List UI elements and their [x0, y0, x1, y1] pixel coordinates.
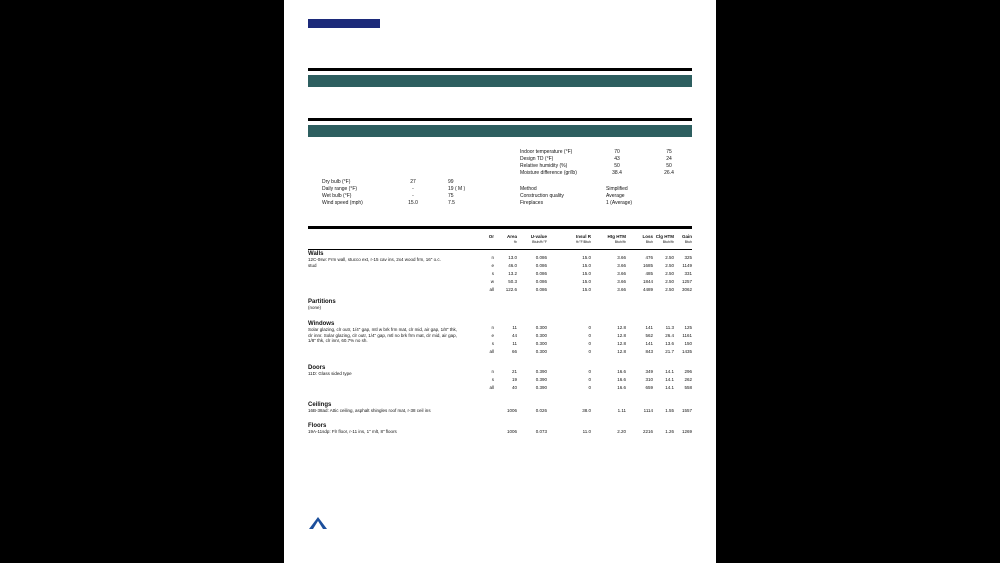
table-cell: s	[491, 341, 494, 346]
infiltration-row-label: Fireplaces	[520, 200, 544, 206]
table-cell: 11	[512, 341, 517, 346]
outdoor-cooling-value: 99	[448, 179, 454, 185]
table-cell: 1844	[642, 279, 653, 284]
table-cell: 11.3	[665, 325, 674, 330]
table-cell: 0	[588, 369, 591, 374]
table-cell: 0.086	[535, 279, 547, 284]
table-cell: 122.6	[505, 287, 517, 292]
table-header-rule	[308, 249, 692, 250]
indoor-cooling-value: 24	[666, 156, 672, 162]
construction-group-title: Ceilings	[308, 402, 332, 408]
table-cell: 3.66	[617, 287, 626, 292]
outdoor-heating-value: 15.0	[408, 200, 418, 206]
column-header: Gain	[681, 234, 692, 239]
table-cell: 1149	[682, 263, 692, 268]
table-cell: 2.50	[665, 279, 674, 284]
table-cell: 141	[645, 325, 653, 330]
table-cell: 1161	[682, 333, 692, 338]
table-cell: 296	[684, 369, 692, 374]
table-cell: 1114	[643, 408, 653, 413]
table-cell: 14.1	[665, 377, 674, 382]
table-cell: 44	[511, 333, 517, 338]
table-cell: 1257	[681, 279, 692, 284]
column-header: Loss	[642, 234, 653, 239]
construction-description: Solar glazing, clr outr, 1/4" gap, mtl w brk frm mat, clr mid, air gap, 1/8" thk,	[308, 327, 457, 332]
table-cell: 3.66	[617, 263, 626, 268]
table-cell: 15.0	[582, 263, 591, 268]
table-cell: 16.6	[617, 369, 626, 374]
table-cell: s	[491, 271, 494, 276]
table-cell: 310	[645, 377, 653, 382]
infiltration-row-label: Method	[520, 186, 537, 192]
table-cell: 2.50	[665, 287, 674, 292]
table-cell: 15.0	[582, 287, 591, 292]
indoor-row-label: Relative humidity (%)	[520, 163, 568, 169]
column-unit: Btuh/ft²	[614, 240, 626, 244]
table-cell: 349	[645, 369, 653, 374]
construction-description: stud	[308, 262, 317, 268]
table-cell: 4489	[642, 287, 653, 292]
outdoor-row-label: Wet bulb (°F)	[322, 193, 352, 199]
table-cell: 3.66	[617, 279, 626, 284]
indoor-cooling-value: 26.4	[664, 170, 674, 176]
table-cell: 21.7	[665, 349, 674, 354]
table-cell: 13.2	[508, 271, 517, 276]
table-cell: 558	[684, 385, 692, 390]
table-cell: 26.4	[665, 333, 674, 338]
table-cell: 38.0	[582, 408, 591, 413]
infiltration-row-value: Average	[606, 193, 625, 199]
table-cell: 0.390	[535, 385, 547, 390]
design-conditions-band	[308, 125, 692, 137]
outdoor-cooling-value: 7.5	[448, 200, 455, 206]
column-unit: ft²	[513, 240, 517, 244]
construction-group-title: Floors	[308, 423, 327, 429]
table-cell: 476	[645, 255, 653, 260]
table-cell: 1006	[506, 429, 517, 434]
column-header: Clg HTM	[655, 234, 674, 239]
table-cell: 3.66	[617, 255, 626, 260]
column-header: Or	[488, 234, 494, 239]
table-cell: 0.390	[535, 377, 547, 382]
table-cell: 15.0	[582, 255, 591, 260]
construction-description: 16B-38ad: Attic ceiling, asphalt shingles roof mat, r-38 ceil ins	[308, 408, 431, 413]
table-cell: all	[489, 385, 494, 390]
column-header: Insul R	[575, 234, 591, 239]
table-cell: n	[491, 255, 494, 260]
table-cell: 12.8	[617, 333, 626, 338]
table-cell: 46.0	[508, 263, 517, 268]
table-cell: 150	[684, 341, 692, 346]
table-cell: e	[491, 333, 494, 338]
table-cell: 15.0	[582, 279, 591, 284]
outdoor-heating-value: -	[412, 186, 414, 192]
construction-group-title: Doors	[308, 365, 326, 371]
construction-description: (none)	[308, 305, 322, 310]
table-cell: 2.50	[665, 255, 674, 260]
project-info-band	[308, 75, 692, 87]
construction-group-title: Windows	[308, 321, 335, 327]
table-cell: 3062	[681, 287, 692, 292]
table-cell: n	[491, 325, 494, 330]
construction-description: 12C-0sw: Frm wall, stucco ext, r-15 cav ins, 2x4 wood frm, 16" o.c.	[308, 257, 441, 262]
table-cell: 19	[511, 377, 517, 382]
outdoor-cooling-value: 75	[448, 193, 454, 199]
indoor-row-label: Design TD (°F)	[520, 156, 554, 162]
table-cell: s	[491, 377, 494, 382]
table-cell: 1557	[681, 408, 692, 413]
table-cell: 2.20	[617, 429, 626, 434]
construction-description: 1/8" thk, clr innr, 60.7% no sh.	[308, 338, 368, 343]
construction-description: 19A-11sdp: Flr floor, r-11 ins, 1" mlt, 8" floors	[308, 429, 397, 434]
table-cell: n	[491, 369, 494, 374]
table-cell: 66	[511, 349, 517, 354]
table-cell: 262	[684, 377, 692, 382]
divider	[308, 118, 692, 121]
indoor-cooling-value: 75	[666, 149, 672, 155]
indoor-cooling-value: 50	[666, 163, 672, 169]
infiltration-row-label: Construction quality	[520, 193, 564, 199]
table-cell: 14.1	[665, 385, 674, 390]
table-cell: 0.086	[535, 255, 547, 260]
outdoor-heating-value: -	[412, 193, 414, 199]
indoor-heating-value: 70	[614, 149, 620, 155]
column-header: Area	[506, 234, 517, 239]
divider	[308, 226, 692, 229]
table-cell: 11	[512, 325, 517, 330]
column-header: Htg HTM	[607, 234, 626, 239]
table-cell: 1006	[506, 408, 517, 413]
outdoor-row-label: Wind speed (mph)	[322, 200, 363, 206]
table-cell: 843	[645, 349, 653, 354]
table-cell: 2.50	[665, 263, 674, 268]
table-cell: 0.086	[535, 287, 547, 292]
table-cell: 125	[684, 325, 692, 330]
table-cell: e	[491, 263, 494, 268]
table-cell: 1435	[681, 349, 692, 354]
table-cell: 0.300	[535, 333, 547, 338]
table-cell: 0.300	[535, 325, 547, 330]
indoor-row-label: Moisture difference (gr/lb)	[520, 170, 577, 176]
acca-logo	[308, 516, 328, 530]
indoor-heating-value: 50	[614, 163, 620, 169]
outdoor-row-label: Dry bulb (°F)	[322, 179, 351, 185]
company-badge	[308, 19, 380, 28]
construction-group-title: Walls	[308, 251, 324, 257]
table-cell: 13.0	[508, 255, 517, 260]
table-cell: 0	[588, 349, 591, 354]
infiltration-row-value: Simplified	[606, 186, 628, 192]
table-cell: 325	[684, 255, 692, 260]
construction-description: 11D: Glass sided type	[308, 371, 352, 376]
infiltration-row-value: 1 (Average)	[606, 200, 633, 206]
table-cell: 1269	[681, 429, 692, 434]
table-cell: 16.6	[617, 377, 626, 382]
table-cell: 0	[588, 333, 591, 338]
column-unit: Btuh	[684, 240, 692, 244]
column-header: U-value	[530, 234, 547, 239]
table-cell: 1.55	[665, 408, 674, 413]
table-cell: 13.6	[665, 341, 674, 346]
table-cell: 0	[588, 325, 591, 330]
divider	[308, 68, 692, 71]
table-cell: 0	[588, 385, 591, 390]
table-cell: 12.8	[617, 341, 626, 346]
construction-group-title: Partitions	[308, 299, 336, 305]
table-cell: 1.26	[665, 429, 674, 434]
table-cell: 0	[588, 341, 591, 346]
report-page	[284, 0, 716, 563]
table-cell: 16.6	[617, 385, 626, 390]
table-cell: 0.086	[535, 263, 547, 268]
table-cell: 331	[684, 271, 692, 276]
table-cell: 50.3	[508, 279, 517, 284]
table-cell: 659	[645, 385, 653, 390]
table-cell: all	[489, 349, 494, 354]
table-cell: 15.0	[582, 271, 591, 276]
table-cell: w	[490, 279, 494, 284]
table-cell: 2.50	[665, 271, 674, 276]
column-unit: Btuh	[645, 240, 653, 244]
date-line	[610, 25, 626, 31]
table-cell: 3.66	[617, 271, 626, 276]
job-line	[610, 17, 626, 23]
table-cell: 40	[511, 385, 517, 390]
table-cell: 2216	[642, 429, 653, 434]
table-cell: 12.8	[617, 325, 626, 330]
table-cell: 141	[645, 341, 653, 346]
table-cell: 0.086	[535, 271, 547, 276]
outdoor-heating-value: 27	[410, 179, 416, 185]
column-unit: ft²°F/Btuh	[576, 240, 591, 244]
table-cell: 12.8	[617, 349, 626, 354]
table-cell: 0.390	[535, 369, 547, 374]
outdoor-row-label: Daily range (°F)	[322, 186, 358, 192]
table-cell: 485	[645, 271, 653, 276]
table-cell: 0.026	[535, 408, 547, 413]
table-cell: all	[489, 287, 494, 292]
indoor-heating-value: 38.4	[612, 170, 622, 176]
table-cell: 1685	[642, 263, 653, 268]
outdoor-cooling-value: 19 ( M )	[448, 186, 466, 192]
column-unit: Btuh/ft²°F	[532, 240, 547, 244]
table-cell: 562	[645, 333, 653, 338]
table-cell: 0.300	[535, 349, 547, 354]
indoor-row-label: Indoor temperature (°F)	[520, 149, 573, 155]
table-cell: 0.300	[535, 341, 547, 346]
table-cell: 0.073	[535, 429, 547, 434]
construction-description: clr innr. Solar glazing, clr outr, 1/4" gap, mtl no brk frm mat, clr mid, air gap,	[308, 332, 457, 338]
table-cell: 0	[588, 377, 591, 382]
table-cell: 21	[511, 369, 517, 374]
table-cell: 11.0	[582, 429, 591, 434]
table-cell: 1.11	[617, 408, 626, 413]
column-unit: Btuh/ft²	[662, 240, 674, 244]
table-cell: 14.1	[665, 369, 674, 374]
indoor-heating-value: 43	[614, 156, 620, 162]
by-line	[610, 33, 626, 39]
